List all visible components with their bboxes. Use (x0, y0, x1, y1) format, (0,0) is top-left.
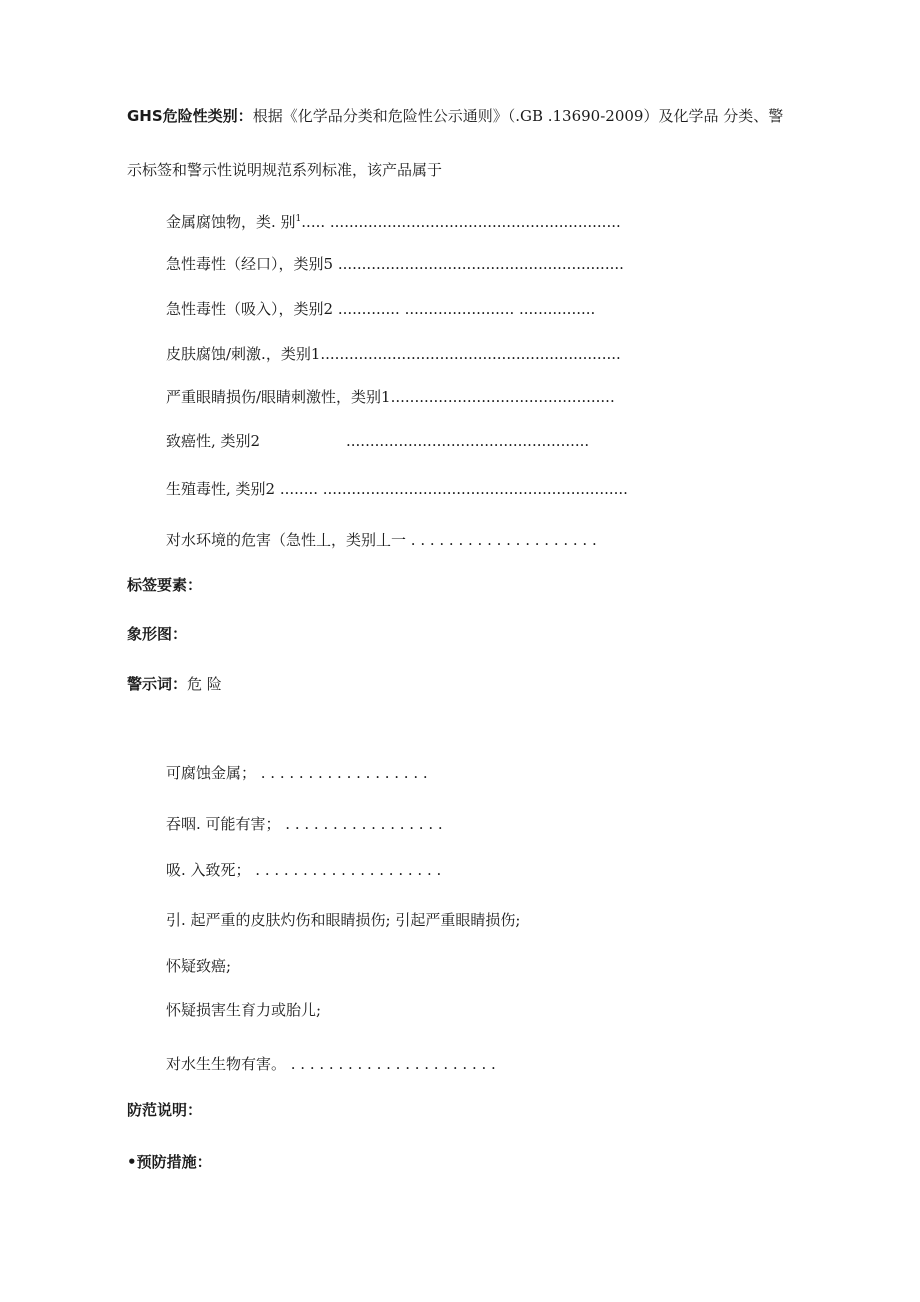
class-item-dots: ............................................... (390, 388, 615, 406)
class-item (166, 344, 621, 364)
class-item (166, 299, 595, 319)
ghs-intro-line-2: 示标签和警示性说明规范系列标准，该产品属于 (127, 161, 443, 179)
class-item (166, 254, 624, 274)
signal-word-value: 危 险 (187, 675, 222, 693)
class-item (166, 387, 615, 407)
hazard-statement: 引. 起严重的皮肤灼伤和眼睛损伤; 引起严重眼睛损伤; (166, 911, 521, 929)
class-item-dots: ................................................... (346, 432, 590, 450)
class-item-dots: ............................................................ (333, 255, 624, 273)
signal-word-label: 警示词 (127, 675, 173, 693)
ghs-label-colon: ： (237, 107, 253, 125)
class-item-text: 急性毒性（吸入），类别2 (166, 300, 334, 318)
ghs-intro-line-1 (127, 106, 783, 126)
class-item-text: 急性毒性（经口），类别5 (166, 255, 334, 273)
class-item-dots: ..... ............................................................. (301, 213, 621, 231)
class-item-text: 对水环境的危害（急性丄，类别丄一 (166, 531, 407, 549)
signal-word-colon: ： (172, 675, 188, 693)
hazard-statement: 怀疑损害生育力或胎儿; (166, 1001, 322, 1019)
pictogram-heading: 象形图： (127, 625, 188, 643)
class-item-text: 金属腐蚀物，类. 别 (166, 213, 296, 231)
hazard-statement: 可腐蚀金属； . . . . . . . . . . . . . . . . . . (166, 764, 428, 782)
signal-word-line (127, 674, 222, 694)
class-item-dots: ............................................................... (320, 345, 621, 363)
class-item-text: 严重眼睛损伤/眼睛刺激性，类别1 (166, 388, 391, 406)
ghs-intro-text-1: 根据《化学品分类和危险性公示通则》（.GB .13690-2009）及化学品 分类、警 (252, 107, 784, 125)
class-item-text: 致癌性, 类别2 (166, 432, 261, 450)
class-item-dots: ........ ................................................................ (275, 480, 628, 498)
class-item (166, 209, 621, 232)
hazard-statement: 怀疑致癌; (166, 957, 232, 975)
ghs-label: GHS危险性类别 (127, 107, 238, 125)
hazard-statement: 吞咽. 可能有害； . . . . . . . . . . . . . . . . . (166, 815, 443, 833)
precaution-heading: 防范说明： (127, 1101, 203, 1119)
class-item (166, 431, 590, 451)
class-item (166, 530, 597, 550)
class-item-text: 皮肤腐蚀/刺激.，类别1 (166, 345, 321, 363)
class-item-dots: ............. ....................... ................ (333, 300, 596, 318)
hazard-statement: 对水生生物有害。 . . . . . . . . . . . . . . . . . . . . . . (166, 1055, 496, 1073)
class-item-dots: . . . . . . . . . . . . . . . . . . . . (406, 531, 597, 549)
class-item-text: 生殖毒性, 类别2 (166, 480, 276, 498)
class-item-sup: 1 (295, 214, 302, 224)
label-elements-heading: 标签要素： (127, 576, 203, 594)
hazard-statement: 吸. 入致死； . . . . . . . . . . . . . . . . . . . . (166, 861, 442, 879)
prevention-heading: •预防措施： (127, 1153, 212, 1171)
class-item (166, 479, 628, 499)
